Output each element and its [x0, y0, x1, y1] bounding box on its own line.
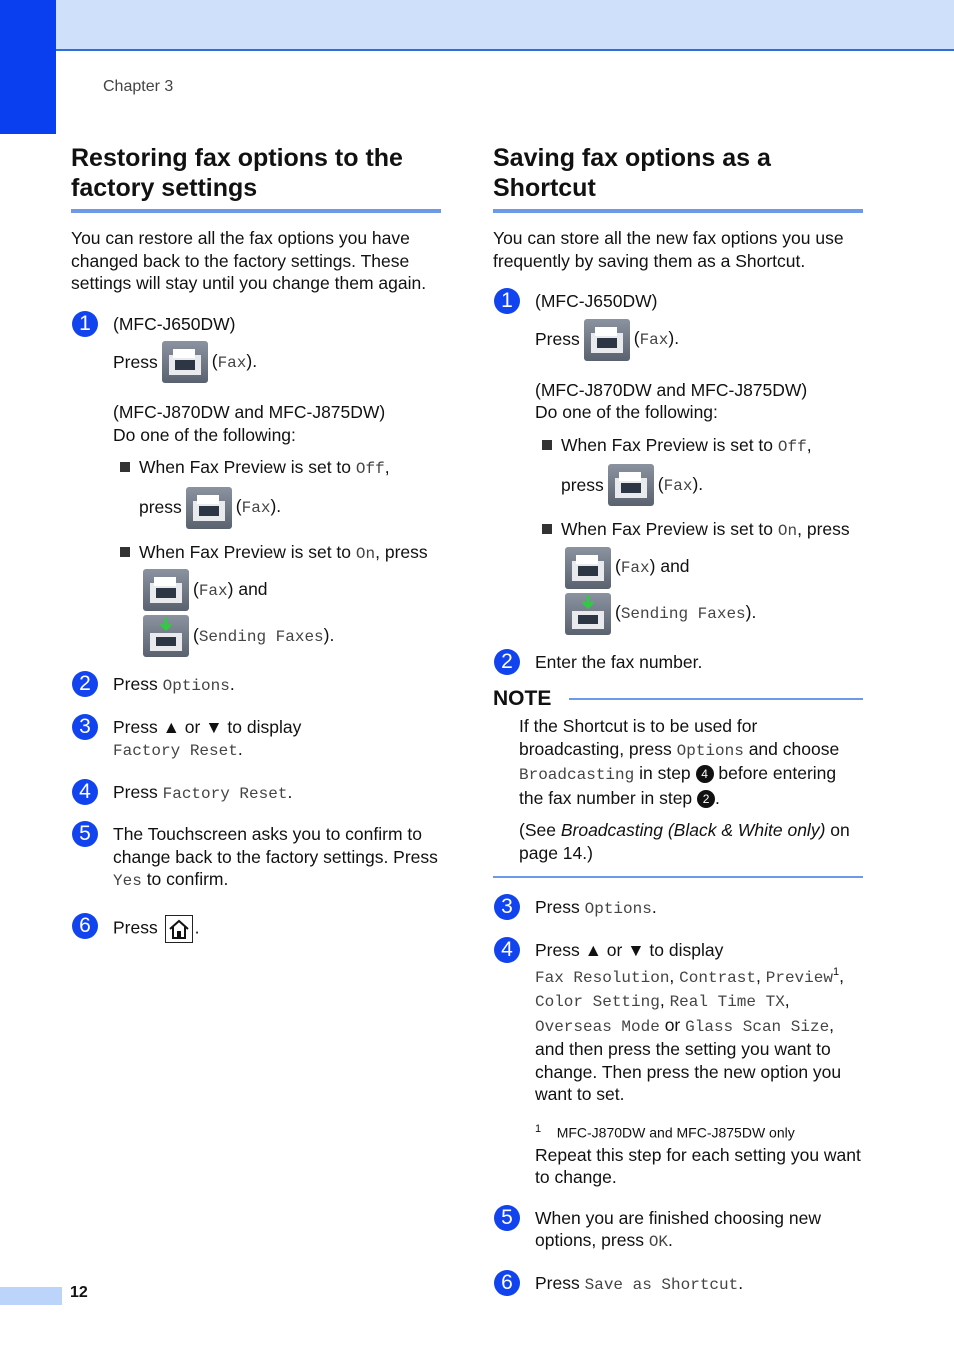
- sending-faxes-icon[interactable]: [143, 615, 189, 657]
- fax-icon[interactable]: [143, 569, 189, 611]
- step-number: 4: [72, 779, 98, 805]
- step-1: [71, 313, 441, 658]
- section-title-shortcut: Saving fax options as a Shortcut: [493, 143, 863, 213]
- home-icon[interactable]: [165, 915, 193, 943]
- step-number: 2: [494, 649, 520, 675]
- step-4: 4 Press ▲ or ▼ to display Fax Resolution, Contrast, Preview$^1$, Color Setting, Real Time TX, Overseas Mode or Glass Scan Size, and then press the setting you want to change. Then press the new option you want to set. $^1$ MFC-J870DW and MFC-J875DW only Repeat this step for each setting you want to change.: [493, 939, 863, 1189]
- fax-icon[interactable]: [584, 319, 630, 361]
- bullet-preview-off: When Fax Preview is set to Off, press (Fax).: [535, 434, 863, 507]
- model-label: (MFC-J650DW): [113, 313, 236, 334]
- page-tab: [0, 1287, 62, 1305]
- header-band: [0, 0, 954, 51]
- fax-icon[interactable]: [186, 487, 232, 529]
- do-following: Do one of the following:: [113, 424, 296, 445]
- step-number: 1: [72, 311, 98, 337]
- sending-faxes-line: (Sending Faxes).: [139, 615, 441, 657]
- models-label: (MFC-J870DW and MFC-J875DW): [113, 402, 386, 422]
- step-3: 3 Press ▲ or ▼ to display Factory Reset.: [71, 716, 441, 763]
- page-number: 12: [70, 1284, 88, 1301]
- step-2: 2 Press Options.: [71, 673, 441, 698]
- note-body: If the Shortcut is to be used for broadcasting, press Options and choose Broadcasting in step 4 before entering the fax number in step 2 . (See Broadcasting (Black & White only) on page 14.): [493, 715, 863, 878]
- step-number: 3: [494, 894, 520, 920]
- fax-and-line: (Fax) and: [139, 569, 441, 611]
- intro-restore: You can restore all the fax options you have changed back to the factory settings. These settings will stay until you change them again.: [71, 228, 427, 293]
- step-number: 5: [72, 821, 98, 847]
- step-number: 6: [494, 1270, 520, 1296]
- step-6: 6 Press .: [71, 915, 441, 943]
- sending-faxes-icon[interactable]: [565, 593, 611, 635]
- press-fax-line: Press (Fax).: [535, 319, 863, 361]
- left-column: [71, 143, 441, 943]
- step-5: 5 The Touchscreen asks you to confirm to change back to the factory settings. Press Yes to confirm.: [71, 823, 441, 893]
- step-number: 3: [72, 714, 98, 740]
- step-number: 4: [494, 937, 520, 963]
- fax-icon[interactable]: [608, 464, 654, 506]
- step-3: 3 Press Options.: [493, 896, 863, 921]
- chapter-tab: [0, 0, 56, 134]
- fax-icon[interactable]: [565, 547, 611, 589]
- bullet-preview-off: When Fax Preview is set to Off, press (Fax).: [113, 456, 441, 529]
- step-5: 5 When you are finished choosing new options, press OK.: [493, 1207, 863, 1254]
- step-4: 4 Press Factory Reset.: [71, 781, 441, 806]
- right-column: [493, 143, 863, 1296]
- bullet-preview-on: When Fax Preview is set to On, press (Fax) and (Sending Faxes).: [535, 518, 863, 635]
- intro-shortcut: You can store all the new fax options you use frequently by saving them as a Shortcut.: [493, 228, 844, 271]
- press-fax-line: press (Fax).: [139, 487, 441, 529]
- note-heading: NOTE: [493, 687, 863, 711]
- step-1: 1 (MFC-J650DW) Press (Fax). (MFC-J870DW and MFC-J875DW) Do one of the following: When Fax Preview is set to Off, press (Fax). When Fax Preview is set to On, press (Fax) and (Sending Faxes).: [493, 290, 863, 635]
- step-6: 6 Press Save as Shortcut.: [493, 1272, 863, 1297]
- bullet-preview-on: When Fax Preview is set to On, press (Fax) and (Sending Faxes).: [113, 541, 441, 658]
- press-fax-line: Press (Fax).: [113, 341, 441, 383]
- step-number: 5: [494, 1205, 520, 1231]
- step-number: 6: [72, 913, 98, 939]
- step-2: 2 Enter the fax number.: [493, 651, 863, 674]
- step-number: 2: [72, 671, 98, 697]
- chapter-label: Chapter 3: [103, 78, 174, 95]
- step-number: 1: [494, 288, 520, 314]
- fax-icon[interactable]: [162, 341, 208, 383]
- section-title-restore: Restoring fax options to the factory settings: [71, 143, 441, 213]
